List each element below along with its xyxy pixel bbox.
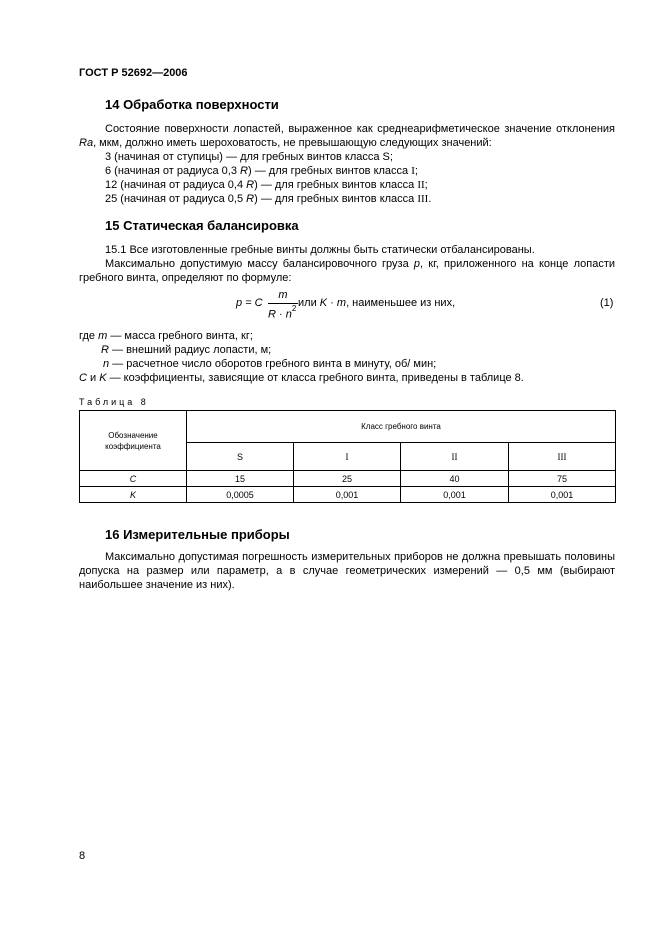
- section-14-title: 14 Обработка поверхности: [105, 97, 279, 112]
- class-header-iii: III: [509, 443, 616, 471]
- coefficient-header: Обозначение коэффициента: [80, 411, 187, 471]
- radius-symbol: R: [240, 165, 248, 177]
- row-label-c: C: [80, 471, 187, 487]
- formula-k: K: [319, 297, 328, 309]
- roughness-item: [105, 164, 418, 178]
- formula-m: m: [336, 297, 347, 309]
- where-var: n: [103, 358, 110, 370]
- class-header-ii: II: [401, 443, 509, 471]
- document-header: ГОСТ Р 52692—2006: [79, 67, 188, 79]
- class-label: III: [417, 193, 429, 205]
- clause-15-1: 15.1 Все изготовленные гребные винты должны быть статически отбалансированы.: [105, 244, 535, 256]
- page-number: 8: [79, 850, 86, 862]
- table-row: [80, 487, 616, 503]
- item-text: ) — для гребных винтов класса: [254, 193, 418, 205]
- den-n: n: [285, 308, 292, 321]
- where-text: — расчетное число оборотов гребного винта в минуту, об/ мин;: [109, 358, 437, 370]
- table-cell: 75: [509, 471, 616, 487]
- where-prefix: где: [79, 330, 99, 342]
- formula-rhs: [298, 296, 455, 310]
- formula-or: или: [298, 297, 320, 309]
- roughness-item: [105, 192, 431, 206]
- para-text: , кг, приложенного на конце лопасти гребного винта, определяют по формуле:: [79, 258, 616, 284]
- item-text: ) — для гребных винтов класса: [254, 179, 418, 191]
- where-text: — масса гребного винта, кг;: [107, 330, 253, 342]
- coef-c: C: [79, 372, 87, 384]
- section-14-intro: [79, 122, 615, 150]
- item-text: 6 (начиная от радиуса 0,3: [105, 165, 241, 177]
- fraction-denominator: [268, 304, 302, 322]
- coef-k: K: [99, 372, 107, 384]
- table-header-row: [80, 411, 616, 443]
- row-label-k: K: [80, 487, 187, 503]
- item-end: ;: [424, 179, 428, 191]
- item-end: ;: [389, 151, 393, 163]
- den-r: R: [268, 308, 276, 321]
- roughness-item: [105, 178, 428, 192]
- formula-tail: , наименьшее из них,: [346, 297, 456, 309]
- den-dot: ·: [275, 308, 286, 321]
- table-8: [79, 410, 616, 503]
- formula-number: (1): [600, 297, 614, 309]
- item-end: ;: [414, 165, 418, 177]
- class-header-s: S: [187, 443, 294, 471]
- table-cell: 15: [187, 471, 294, 487]
- class-header-i: I: [294, 443, 401, 471]
- item-text: 3 (начиная от ступицы) — для гребных винтов класса: [105, 151, 383, 163]
- ra-symbol: Ra: [79, 137, 94, 149]
- class-label: S: [382, 151, 390, 163]
- section-15-title: 15 Статическая балансировка: [105, 218, 299, 233]
- class-label: I: [411, 165, 415, 177]
- where-item: [103, 357, 436, 371]
- den-exponent: 2: [291, 304, 297, 313]
- table-cell: 40: [401, 471, 509, 487]
- coef-and: и: [86, 372, 100, 384]
- section-16-title: 16 Измерительные приборы: [105, 527, 290, 542]
- section-16-text: Максимально допустимая погрешность измерительных приборов не должна превышать половины допуска на размер или параметр, а в случае геометрических измерений — 0,5 мм (выбирают наибольшее значение из них).: [79, 551, 615, 591]
- fraction-numerator: m: [278, 289, 288, 301]
- radius-symbol: R: [246, 193, 255, 205]
- radius-symbol: R: [246, 179, 255, 191]
- coef-text: — коэффициенты, зависящие от класса гребного винта, приведены в таблице 8.: [106, 372, 524, 384]
- table-cell: 0,001: [401, 487, 509, 503]
- where-var: R: [101, 344, 109, 356]
- var-p: p: [413, 258, 421, 270]
- para-text: Максимально допустимую массу балансировочного груза: [105, 258, 414, 270]
- roughness-item: [105, 150, 393, 164]
- formula-1: [226, 288, 466, 324]
- fraction: [268, 288, 298, 302]
- where-item: [79, 329, 253, 343]
- class-group-header: Класс гребного винта: [187, 411, 616, 443]
- intro-text-2: , мкм, должно иметь шероховатость, не превышающую следующих значений:: [93, 137, 492, 149]
- clause-15-2: [79, 257, 615, 285]
- table-cell: 0,001: [294, 487, 401, 503]
- item-text: 25 (начиная от радиуса 0,5: [105, 193, 247, 205]
- table-cell: 0,001: [509, 487, 616, 503]
- where-item: [101, 343, 271, 357]
- item-text: ) — для гребных винтов класса: [248, 165, 412, 177]
- item-end: .: [428, 193, 432, 205]
- table-cell: 25: [294, 471, 401, 487]
- coefficients-note: [79, 371, 524, 385]
- formula-lhs: p = C: [236, 297, 263, 309]
- table-row: [80, 471, 616, 487]
- table-8-caption: Таблица 8: [79, 397, 149, 407]
- formula-dot: ·: [327, 297, 337, 309]
- item-text: 12 (начиная от радиуса 0,4: [105, 179, 247, 191]
- where-var: m: [98, 330, 108, 342]
- intro-text-1: Состояние поверхности лопастей, выраженное как среднеарифметическое значение отклонения: [105, 123, 615, 135]
- where-text: — внешний радиус лопасти, м;: [108, 344, 272, 356]
- table-cell: 0,0005: [187, 487, 294, 503]
- class-label: II: [417, 179, 425, 191]
